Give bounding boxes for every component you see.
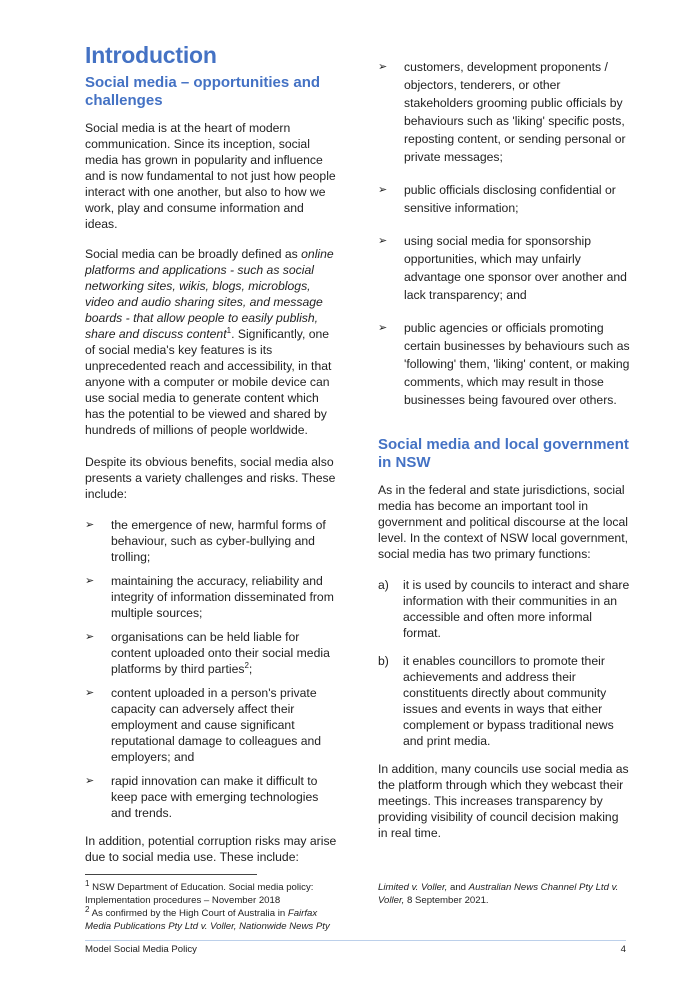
list-item: b) it enables councillors to promote their achievements and address their constituents directly about community issues and events in ways that either complement or bypass traditional news and print media. — [378, 654, 614, 748]
list-item: ➢ maintaining the accuracy, reliability and integrity of information disseminated from multiple sources; — [85, 574, 334, 620]
list-item: ➢ rapid innovation can make it difficult to keep pace with emerging technologies and trends. — [85, 774, 319, 820]
list-item: ➢ the emergence of new, harmful forms of behaviour, such as cyber-bullying and trolling; — [85, 518, 326, 564]
arrow-bullet-icon: ➢ — [378, 184, 388, 196]
corruption-risks-list — [378, 58, 630, 409]
arrow-bullet-icon: ➢ — [378, 322, 388, 334]
arrow-bullet-icon: ➢ — [85, 519, 95, 531]
list-item: ➢ public officials disclosing confidential or sensitive information; — [378, 183, 616, 215]
arrow-bullet-icon: ➢ — [378, 61, 388, 73]
section-heading-local-government: Social media and local government in NSW — [378, 436, 629, 471]
local-gov-paragraph-1: As in the federal and state jurisdictions, social media has become an important tool in government and political discourse at the local level. In the context of NSW local government, social media has two primary functions: — [378, 483, 628, 561]
footer-document-title: Model Social Media Policy — [85, 944, 197, 955]
footnote-2-continued: Limited v. Voller, and Australian News Channel Pty Ltd v. Voller, 8 September 2021. — [378, 882, 619, 906]
list-item: ➢ organisations can be held liable for content uploaded onto their social media platforms by third parties$^2$; — [85, 630, 330, 676]
arrow-bullet-icon: ➢ — [85, 575, 95, 587]
local-gov-paragraph-2: In addition, many councils use social media as the platform through which they webcast their meetings. This increases transparency by providing visibility of council decision making in real time. — [378, 762, 629, 840]
arrow-bullet-icon: ➢ — [85, 775, 95, 787]
arrow-bullet-icon: ➢ — [85, 687, 95, 699]
definition-lead: Social media can be broadly defined as — [85, 247, 302, 261]
page-number: 4 — [620, 944, 626, 955]
intro-paragraph-1: Social media is at the heart of modern communication. Since its inception, social media has grown in popularity and influence and is now fundamental to not just how people interact with one another, but also to how we work, play and consume information and ideas. — [85, 121, 336, 231]
arrow-bullet-icon: ➢ — [85, 631, 95, 643]
footnote-divider — [85, 874, 257, 875]
list-item: a) it is used by councils to interact and share information with their communities in an accessible and often more informal format. — [378, 578, 630, 640]
footnote-1: $^1$ NSW Department of Education. Social media policy: Implementation procedures – November 2018 — [85, 878, 314, 906]
list-item: ➢ content uploaded in a person's private capacity can adversely affect their employment and cause significant reputational damage to colleagues and employers; and — [85, 686, 322, 764]
intro-paragraph-2 — [85, 246, 339, 438]
definition-italic: online platforms and applications - such as social networking sites, wikis, blogs, microblogs, video and audio sharing sites, and message boards - that allow people to easily publish, share and discuss content — [85, 247, 334, 341]
footer-divider — [85, 940, 626, 941]
intro-paragraph-4: In addition, potential corruption risks may arise due to social media use. These include: — [85, 834, 337, 864]
arrow-bullet-icon: ➢ — [378, 235, 388, 247]
list-item: ➢ using social media for sponsorship opportunities, which may unfairly advantage one sponsor over another and lack transparency; and — [378, 234, 627, 302]
footnote-2: $^2$ As confirmed by the High Court of Australia in Fairfax Media Publications Pty Ltd v. Voller, Nationwide News Pty — [85, 904, 330, 932]
footnote-ref-2[interactable]: 2 — [244, 660, 249, 670]
functions-list — [378, 577, 630, 749]
challenges-list — [85, 517, 339, 821]
page-title: Introduction — [85, 42, 217, 68]
footnote-ref-1[interactable]: 1 — [226, 325, 232, 335]
list-item: ➢ public agencies or officials promoting certain businesses by behaviours such as 'following' them, 'liking' content, or making comments, which may result in those businesses being favoured over others. — [378, 321, 630, 407]
section-heading-opportunities: Social media – opportunities and challenges — [85, 74, 321, 109]
list-item: ➢ customers, development proponents / objectors, tenderers, or other stakeholders grooming public officials by behaviours such as 'liking' specific posts, reposting content, or sending personal or private messages; — [378, 60, 626, 164]
definition-tail: . Significantly, one of social media's key features is its unprecedented reach and accessibility, in that anyone with a computer or mobile device can use social media to generate content which has the potential to be viewed and shared by hundreds of millions of people worldwide. — [85, 327, 332, 437]
intro-paragraph-3: Despite its obvious benefits, social media also presents a variety challenges and risks. These include: — [85, 455, 336, 501]
